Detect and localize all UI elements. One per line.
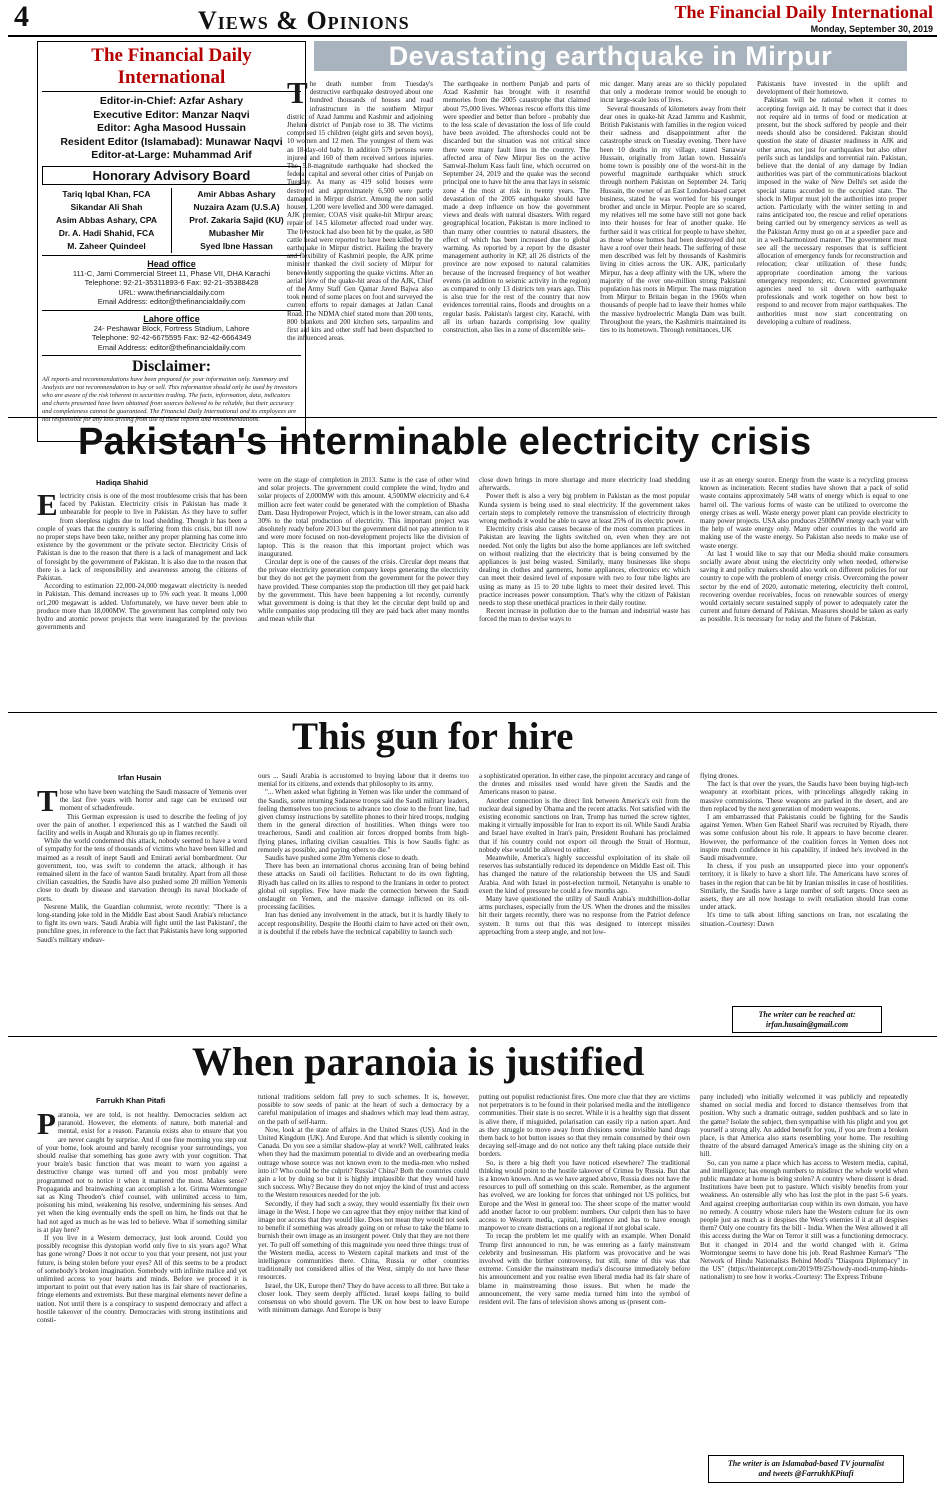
disclaimer-text: All reports and recommendations have been prepared for your information only. Summary and Analysis are not recommendation to buy or sell. This information should only be used by investors who are aware of the risk inherent in securities trading. The facts, information, data, indicators and charts presented have been obtained from sources believed to be reliable, but their accuracy and completeness cannot be guaranteed. The Financial Daily International and its employees are not responsible for any loss arising from use of these reports and recommendations. [42,376,298,423]
address-line: 111-C, Jami Commercial Street 11, Phase VII, DHA Karachi [72,268,271,278]
address-line: Telephone: 92-42-6675595 Fax: 92-42-6664349 [91,333,252,342]
paper-name: The Financial Daily International [674,2,933,22]
paranoia-column-3 [479,1093,690,1484]
electricity-byline: Hadiqa Shahid [96,478,149,487]
paragraph: aranoia, we are told, is not healthy. Democracies seldom act paranoid. However, the elements of nature, both material and mental, exist for a reason. Paranoia exists also to ensure that you are never caught by surprise. And if one fine morning you step out of your home, look around and barely recognise your surroundings, you should realise that something has gone awry with your cognition. That your brain's basic function that was meant to warn you against a destructive change was turned off and you most probably were programmed not to notice it when it mattered the most. Makes sense? Propaganda and brainwashing can accomplish a lot. Grima Wormtongue sat as King Theoden's chief counsel, with unlimited access to him, poisoning his mind, weakening his resolve, undermining his senses. And yet when the king eventually ends the spell on him, he finds out that he had not aged as much as he was led to believe. What if something similar is at play here? [37,1111,247,1234]
head-office-title: Head office [147,258,196,269]
paragraph: If you live in a Western democracy, just look around. Could you possibly recognise this dystopian world only five to six years ago? What has gone wrong? Does it not occur to you that your present, not just your future, is being stolen before your eyes? All of this seems to be a product of somebody's broken imagination. Somebody with infinite malice and yet unlimited access to your hearts and minds. Before we proceed it is important to point out that every nation has its fair share of reactionaries, fringe elements and extremists. But these marginal elements never define a nation. Not until there is a conspiracy to suspend democracy and affect a hostile takeover of the country. Democracies with strong institutions and consti- [37,1234,247,1325]
gun-byline: Irfan Husain [118,773,162,782]
paragraph: Secondly, if they had such a sway, they would essentially fix their own image in the West. I hope we can agree that they enjoy neither that kind of image nor access that they would like. Does not mean they would not seek to benefit if something was already going on or refuse to take the blame to burnish their own image as an insurgent power. Only that they are not there yet. To pull off something of this magnitude you need three things: trust of the Western media, access to Western capital markets and trust of the intelligence communities there. China, Russia or other countries traditionally not considered allies of the West, simply do not have these resources. [258,1199,469,1282]
board-member: Asim Abbas Ashary, CPA [55,214,158,225]
paragraph: lectricity crisis is one of the most troublesome crisis that has been faced by Pakistan. Electricity crisis in Pakistan has made it unbearable for people to live in Pakistan. As they have to suffer from sleepless nights due to load shedding. Though it has been a couple of years that the country is suffering from this crisis, but till now no proper steps have been take, neither any proper planning has come into existence by the government or the private sector. Electricity Crisis of Pakistan is due to the reason that there is a lack of management and lack of foresight by the government of Pakistan. It is also due to the reason that there is a lack of responsibility and awareness among the citizens of Pakistan. [37,492,247,583]
gun-column-4 [700,772,908,1012]
issue-date: Monday, September 30, 2019 [810,24,933,34]
electricity-headline: Pakistan's interminable electricity crisis [78,421,812,463]
masthead-paper-name: The Financial Daily International [42,45,301,92]
drop-cap: T [37,788,58,818]
author-note-line: The writer can be reached at: [758,1010,856,1019]
address-line: Telephone: 92-21-35311893-6 Fax: 92-21-35388428 [84,278,259,287]
earthquake-column-3 [600,80,746,413]
section-divider [8,1036,937,1037]
board-member: Tariq Iqbal Khan, FCA [62,188,151,199]
drop-cap: P [37,1111,56,1141]
paragraph: The earthquake in northern Punjab and parts of Azad Kashmir has brought with it resentful memories from the 2005 catastrophe that claimed about 75,000 lives. Whereas rescue efforts this time were speedier and better than before - probably due to the less scale of devastation the loss of life could have been avoided. The aftershocks could not be discarded but the situation was not critical since there were many fault lines in the country. The affected area of New Mirpur lies on the active Samwal-Jhelum Kass fault line, which occurred on September 24, 2019 and the quake was the second principal one to have hit the area that lays in seismic zone 4 the most at risk in twenty years. The devastation of the 2005 earthquake should have made a deep influence on how the government views and deals with natural disasters. With regard geographical location, Pakistan is more inclined to than many other countries to natural disasters, the effect of which has been increased due to global warming. As reported by a report by the disaster management authority in KP, all 26 districts of the province are now exposed to natural calamities because of the increased frequency of hot weather events (in addition to seismic activity in the region) as compared to only 13 districts ten years ago. This is also true for the rest of the country that now evidences torrential rains, floods and droughts on a regular basis. Pakistan's largest city, Karachi, with all its urban hazards comprising low quality construction, also lies in a zone of discernible seis- [443,80,590,335]
address-line: URL: www.thefinancialdaily.com [118,287,225,297]
paragraph: "... When asked what fighting in Yemen was like under the command of the Saudis, some returning Sudanese troops said the Saudi military leaders, feeling themselves too precious to advance too close to the front line, had given clumsy instructions by satellite phones to their hired troops, nudging them in the general direction of hostilities. When things were too treacherous, Saudi and coalition air forces dropped bombs from high-flying planes, inflating civilian casualties. This is how Saudis fight: as remotely as possible, and paying others to die." [258,788,469,854]
paragraph: So, is there a big theft you have noticed elsewhere? The traditional thinking would point to the hostile takeover of Crimea by Russia. But that is a known known. And as we have argued above, Russia does not have the resources to pull off something on this scale. Remember, as the argument has evolved, we are looking for forces that unhinged not US politics, but Europe and the West in general too. The sheer scope of the matter would add another factor to our problem: numbers. Our culprit then has to have access to Western media, capital, intelligence and has to have enough manpower to create distractions on a regional if not global scale. [479,1158,690,1233]
paranoia-author-note [708,1455,904,1483]
drop-cap: T [287,80,308,110]
advisory-board [42,188,301,256]
advisory-board-right [171,188,301,253]
address-line: 24- Peshawar Block, Fortress Stadium, Lahore [93,323,250,333]
earthquake-column-1 [287,80,433,413]
electricity-column-2 [258,476,469,710]
editor-line: Resident Editor (Islamabad): Munawar Naqvi [60,135,283,148]
paragraph: Iran has denied any involvement in the attack, but it is hardly likely to accept responsibility. Despite the Houthi claim to have acted on their own, it is doubtful if the rebels have the technical capability to launch such [258,911,469,936]
masthead-box [37,41,306,442]
paragraph: Several thousands of kilometers away from their dear ones in quake-hit Azad Jammu and Kashmir, British Pakistanis with families in the region voiced their sadness and disappointment after the catastrophe struck on Tuesday evening. There have been 10 deaths in my village, stated Sanawar Hussain, originally from Jatlan town. Hussain's home town is possibly one of the worst-hit in the powerful magnitude earthquake which struck through northern Pakistan on September 24. Tariq Hussain, the owner of an East London-based carpet business, stated he was worried for his younger brother and uncle in Mirpur. People are so scared, my relatives tell me some have still not gone back into their houses for fear of another quake. He further said it was critical for people to have shelter, as those whose homes had been destroyed did not have a roof over their heads. The suffering of these men described was felt by thousands of Kashmiris living in cities across the UK. AJK, particularly Mirpur, has a deep affinity with the UK, where the majority of the over one-million strong Pakistani population has roots in Mirpur. The mass migration from Mirpur to Britain began in the 1960s when thousands of people had to leave their homes while the massive hydroelectric Mangla Dam was built. Throughout the years, the Kashmiris maintained its ties to its hometown. Through remittances, UK [600,104,746,335]
section-divider [8,417,937,418]
electricity-column-3 [479,476,690,710]
paranoia-column-2 [258,1093,469,1484]
author-twitter: and tweets @FarrukhKPitafi [758,1469,854,1478]
paragraph: tutional traditions seldom fall prey to such schemes. It is, however, possible to sow seeds of panic at the heart of such a democracy by a careful manipulation of images and shadows which may lead them astray, on the path of self-harm. [258,1093,469,1126]
paragraph: Another connection is the direct link between America's exit from the nuclear deal signed by Obama and the recent attacks. Not satisfied with the existing economic sanctions on Iran, Trump has turned the screw tighter, making it virtually impossible for Iran to export its oil. While Saudi Arabia and Israel have exulted in Iran's pain, President Rouhani has proclaimed that if his country could not export oil through the Strait of Hormuz, nobody else would be allowed to either. [479,796,690,854]
lahore-office-address [42,324,301,357]
paragraph: Many have questioned the utility of Saudi Arabia's multibillion-dollar arms purchases, especially from the US. When the drones and the missiles hit their targets recently, there was no response from the Patriot defence system. It turns out that this was designed to intercept missiles approaching from a steep angle, and not low- [479,895,690,936]
advisory-board-title: Honorary Advisory Board [42,166,301,185]
paragraph: flying drones. [700,772,739,780]
paragraph: Pakistan will be rational when it comes to accepting foreign aid. It may be correct that it does not require aid in terms of food or medication at present, but the shock suffered by people and their needs should also be considered. Pakistan should question the state of disaster readiness in AJK and other areas, not just for earthquakes but also other perils such as landslips and torrential rain. Pakistan, believe that the denial of any damage by Indian authorities was part of the communications blackout imposed in the wake of New Delhi's set aside the special status accorded to the occupied state. The shock in Mirpur must jolt the authorities into proper action. Particularly with the winter setting in and rains anticipated too, the rescue and relief operations being carried out by emergency services as well as the Pakistan Army must go on at a speedier pace and in a well-harmonized manner. The government must see all the necessary responses that is sufficient allocation of emergency funds for reconstruction and relocation; clear utilization of these funds; appropriate coordination among the various emergency responders; etc. Concerned government agencies need to sit down with earthquake professionals and work together on how best to respond to and recover from major earthquakes. The authorities must now start concentrating on developing a culture of readiness. [757,96,907,326]
paragraph: Circular dept is one of the causes of the crisis. Circular dept means that the private electricity generation company keeps generating the electricity but they do not get the payment from the government for the power they have provided. These companies stop the production till they get paid back by the government. This have been happening a lot recently, currently what government is doing is that they let the circular dept build up and while companies stop producing till they are paid back after many months and mean while that [258,558,469,624]
board-member: Nuzaira Azam (U.S.A) [193,201,280,212]
paragraph: Saudis have pushed some 20m Yemenis close to death. [265,854,419,863]
paragraph: Recent increase in pollution due to the human and industrial waste has forced the man to devise ways to [479,607,690,624]
board-member: Mubasher Mir [208,227,265,238]
paragraph: While the world condemned this attack, nobody seemed to have a word of sympathy for the tens of thousands of victims who have been killed and maimed as a result of inept Saudi and Emirati aerial bombardment. Our government, too, was swift to condemn the attack, although it has remained silent in the face of wanton Saudi brutality. Apart from all those civilian casualties, the Saudis have also pushed some 20 million Yemenis close to death by disease and starvation through its naval blockade of ports. [37,837,247,903]
paragraph: Now, look at the state of affairs in the United States (US). And in the United Kingdom (UK). And Europe. And that which is silently cooking in Canada. Do you see a similar shadow-play at work? Well, calibrated leaks when they had the maximum potential to divide and an overbearing media outrage whose source was not known even to the media-men who rushed into it? Who could be the culprit? Russia? China? Both the countries could gain a lot by doing so but it is highly implausible that they would have such success. Why? Because they do not enjoy the kind of trust and access to the Western resources needed for the job. [258,1125,469,1200]
board-member: Dr. A. Hadi Shahid, FCA [58,227,155,238]
editor-line: Editor-in-Chief: Azfar Ashary [99,95,244,107]
header-rule [8,35,937,37]
paragraph: To recap the problem let me qualify with an example. When Donald Trump first announced to run, he was entering as a fairly mainstream celebrity and businessman. His platform was provocative and he was involved with the birther controversy, but still, none of this was that extreme. Consider the mainstream media's discourse immediately before his announcement and you realise even liberal media had its fair share of blame in mainstreaming those issues. But when he made the announcement, the very same media turned him into the symbol of resident evil. The fans of television shows among us (present com- [479,1232,690,1307]
page-header [8,0,937,35]
paragraph: It's time to talk about lifting sanctions on Iran, not escalating the situation.-Courtesy: Dawn [700,911,908,928]
lahore-office-title: Lahore office [143,313,200,324]
page-number: 4 [14,0,29,33]
gun-author-note [732,1006,882,1033]
paragraph: Pakistanis have invested in the uplift and development of their hometown. [757,80,907,97]
paragraph: mic danger. Many areas are so thickly populated that only a moderate tremor would be enough to incur large-scale loss of lives. [600,80,746,105]
section-title: Views & Opinions [198,6,410,35]
paragraph: According to estimation 22,000-24,000 megawatt electricity is needed in Pakistan. This demand increases up to 5% each year. It means 1,000 or1,200 megawatt is added. Unfortunately, we have never been able to produce more than 18,000MW. The government has completed only two hydro and atomic power projects that were inaugurated by the previous governments and [37,582,247,632]
paragraph: The fact is that over the years, the Saudis have been buying high-tech weaponry at exorbitant prices, with princelings allegedly raking in massive commissions. These weapons are parked in the desert, and are then replaced by the next generation of modern weapons. [700,780,908,813]
address-line: Email Address: editor@thefinancialdaily.com [97,342,246,352]
head-office-address [42,269,301,311]
board-member: M. Zaheer Quindeel [67,240,146,251]
editor-line: Editor-at-Large: Muhammad Arif [91,149,252,161]
editor-line: Executive Editor: Manzar Naqvi [93,108,250,121]
paragraph: There has been an international chorus accusing Iran of being behind these attacks on Saudi oil facilities. Reluctant to do its own fighting, Riyadh has called on its allies to respond to the Iranians in order to protect global oil supplies. Few have made the connection between the Saudi onslaught on Yemen, and the massive damage inflicted on its oil-processing facilities. [258,862,469,912]
paragraph: ours ... Saudi Arabia is accustomed to buying labour that it deems too menial for its citizens, and extends that philosophy to its army. [258,772,469,789]
paragraph: In chess, if you push an unsupported piece into your opponent's territory, it is likely to have a short life. The Americans have scores of bases in the region that can be hit by Iranian missiles in case of hostilities. Similarly, the Saudis have a large number of soft targets. Once seen as assets, they are all now hostage to swift retaliation should Iran come under attack. [700,862,908,912]
disclaimer-title: Disclaimer: [131,358,212,375]
board-member: Sikandar Ali Shah [70,201,143,212]
author-note-line: The writer is an Islamabad-based TV journalist [727,1459,885,1468]
paranoia-byline: Farrukh Khan Pitafi [96,1096,166,1105]
author-email: irfan.husain@gmail.com [765,1020,849,1029]
board-member: Syed Ibne Hassan [200,240,273,251]
editors-list [42,95,301,163]
paragraph: close down brings in more shortage and more electricity load shedding afterwards. [479,476,690,493]
paranoia-column-4 [700,1093,908,1453]
paragraph: This German expression is used to describe the feeling of joy over the pain of another. I experienced this as I watched the Saudi oil facility and wells in Auqab and Khurais go up in flames recently. [37,812,247,838]
paragraph: At last I would like to say that our Media should make consumers socially aware about using the electricity only when needed, otherwise saving it and policy makers should also work on different policies for our country to cope with the problem of energy crisis. Overcoming the power sector by the end of 2020, automatic metering, electricity theft control, recovering overdue receivables, focus on renewable sources of energy would certainly secure sustained supply of power to adequately cater the current and future demand of Pakistan. Measures should be taken as early as possible. It is necessary for today and the future of Pakistan. [700,549,908,624]
earthquake-column-2 [443,80,590,413]
earthquake-headline: Devastating earthquake in Mirpur [314,41,907,71]
paranoia-column-1 [37,1111,247,1484]
paragraph: Electricity crisis also causes because of the most common practices in Pakistan are leaving the lights switched on, even when they are not needed. Not only the lights but also the home appliances are left switched on without realizing that the electricity that is being consumed by the appliances is just being wasted. Similarly, many businesses like shops dealing in clothes and garments, home appliances, electronics etc which can meet their desired level of exposure with two to four tube lights are using as many as 15 to 20 tube lights to meet their desired level. This practice increases power consumption. That's why the citizen of Pakistan needs to stop these unethical practices in their daily routine. [479,525,690,608]
paragraph: I am embarrassed that Pakistanis could be fighting for the Saudis against Yemen. When Gen Raheel Sharif was recruited by Riyadh, there was some confusion about his role. It appears to have become clearer. However, the performance of the coalition forces in Yemen does not inspire much confidence in his capability, if indeed he's involved in the Saudi misadventure. [700,813,908,863]
paranoia-headline: When paranoia is justified [192,1039,645,1084]
paragraph: Nesrene Malik, the Guardian columnist, wrote recently: "There is a long-standing joke told in the Middle East about Saudi Arabia's reluctance to fight its own wars. 'Saudi Arabia will fight until the last Pakistani', the punchline goes, in reference to the fact that Pakistanis have long supported Saudi's military endeav- [37,902,247,944]
board-member: Prof. Zakaria Sajid (KU) [189,214,284,225]
advisory-board-left [42,188,171,253]
paragraph: were on the stage of completion in 2013. Same is the case of other wind and solar projects. The government could complete the wind, hydro and solar projects of 2,000MW with this amount. 4,500MW electricity and 6.4 million acre feet water could be generated with the completion of Bhasha Dam. Dasu Hydropower Project, which is in the lower stream, can also add 30% to the total production of electricity. This important project was absolutely ready before 2013 but the government did not pay attention to it and were more focused on non-development projects like the division of laptop. This is the reason that this important project which was inaugurated. [258,476,469,558]
gun-column-2 [258,772,469,1031]
paragraph: So, can you name a place which has access to Western media, capital, and intelligence; has enough numbers to misdirect the whole world when public mandate at home is being stolen? A country where dissent is dead. Institutions have been put to pasture. Which visibly benefits from your weakness. An ostensible ally who has lost the plot in the past 5-6 years. And against creeping authoritarian coup within its own domain, you have no remedy. A country whose rulers hate the Western culture for its own people just as much as it despises the West's enemies if it at all despises them? Only one country fits the bill - India. When the West allowed it all this access during the War on Terror it still was a functioning democracy. But it changed in 2014 and the world changed with it. Grima Wormtongue seems to have done his job. Read Rashmee Kumar's "The Network of Hindu Nationalists Behind Modi's "Diaspora Diplomacy" in the US" (https://theintercept.com/2019/09/25/howdy-modi-trump-hindu-nationalism) to see how it works.-Courtesy: The Express Tribune [700,1158,908,1282]
paragraph: a sophisticated operation. In either case, the pinpoint accuracy and range of the drones and missiles used would have given the Saudis and the Americans reason to pause. [479,772,690,797]
paragraph: hose who have been watching the Saudi massacre of Yemenis over the last five years with horror and rage can be excused our moment of schadenfreude. [59,788,247,813]
earthquake-column-4 [757,80,907,413]
electricity-column-4 [700,476,908,710]
paragraph: Meanwhile, America's highly successful exploitation of its shale oil reserves has substantially reduced its dependence on Middle East oil. This has changed the nature of the relationship between the US and Saudi Arabia. And with Israel in post-election turmoil, Netanyahu is unable to exert the kind of pressure he could a few months ago. [479,854,690,895]
paragraph: pany included) who initially welcomed it was publicly and repeatedly shamed on social media and forced to distance themselves from that position. Why such a dramatic outrage, sudden pushback and so late in the game? Isolate the subject, then sympathise with his plight and you get yourself a strong ally. An added benefit for you, if you are from a broken place, is that America also starts resembling your home. The resulting theatre of the absurd damaged America's image as the shining city on a hill. [700,1093,908,1159]
gun-headline: This gun for hire [292,715,574,758]
paragraph: use it as an energy source. Energy from the waste is a recycling process known as incineration. Recent studies have shown that a pack of solid waste contains approximately 548 watts of energy which is equal to one barrel oil. The various forms of waste can be utilized to overcome the energy crises as well. Waste energy power plant can provide electricity to many power projects. USA also produces 2500MW energy each year with the help of waste energy only. Many other countries in the world are making use of the waste energy. So Pakistan also needs to make use of waste energy. [700,476,908,550]
paragraph: Israel, the UK, Europe then? They do have access to all three. But take a closer look. They seem deeply afflicted. Israel keeps failing to build consensus on who should govern. The UK on how best to leave Europe with minimum damage. And Europe is busy [258,1281,469,1315]
electricity-column-1 [37,492,247,710]
paragraph: putting out populist reductionist fires. One more clue that they are victims not perpetrators is to be found in their polarised media and the intelligence communities. Their state is no secret. While it is a healthy sign that dissent is alive there, if misguided, polarisation can easily rip a nation apart. And as they struggle to move away from divisions some invisible hand drags them back to hot button issues so that they remain consumed by their own decaying self-image and do not notice any theft taking place outside their borders. [479,1093,690,1159]
section-divider [8,712,937,713]
gun-column-1 [37,788,247,1031]
paragraph: he death number from Tuesday's destructive earthquake destroyed about one hundred thousands of houses and road infrastructure in the southern Mirpur district of Azad Jammu and Kashmir and adjoining Jhelum district of Punjab rose to 38. The victims comprised 15 children (eight girls and seven boys), 10 women and 12 men. The youngest of them was an 18-day-old baby. In addition 579 persons were injured and 160 of them received serious injuries. The 5.8-magnitude earthquake had shocked the federal capital and several other cities of Punjab on Tuesday. As many as 419 solid houses were destroyed and approximately 6,500 were partly damaged in Mirpur district. Among the non solid houses, 1,200 were levelled and 300 were damaged. AJK premier, COAS visit quake-hit Mirpur areas; repair of 14.5 kilometer affected road under way. The livestock had also been hit by the quake, as 580 cattle head were reported to have been killed by the earthquake in Mirpur district. Hailing the bravery and flexibility of Kashmiri people, the AJK prime minister thanked the civil society of Mirpur for benevolently supporting the quake victims. After an aerial view of the quake-hit areas of the AJK, Chief of the Army Staff Gen Qamar Javed Bajwa also took round of some places on foot and surveyed the current efforts to repair damages at Jatlan Canal Road. The NDMA chief stated more than 200 tents, 800 blankets and 200 kitchen sets, tarpaulins and first aid kits and other stuff had been dispatched to the influenced areas. [287,80,433,343]
editor-line: Editor: Agha Masood Hussain [97,122,246,134]
address-line: Email Address: editor@thefinancialdaily.com [97,297,246,306]
paragraph: Power theft is also a very big problem in Pakistan as the most popular Kunda system is being used to steal electricity. If the government takes certain steps to completely remove the transmission of electricity through wrong methods it would be able to save at least 25% of its electric power. [479,492,690,526]
gun-column-3 [479,772,690,1031]
drop-cap: E [37,492,58,522]
board-member: Amir Abbas Ashary [197,188,276,199]
